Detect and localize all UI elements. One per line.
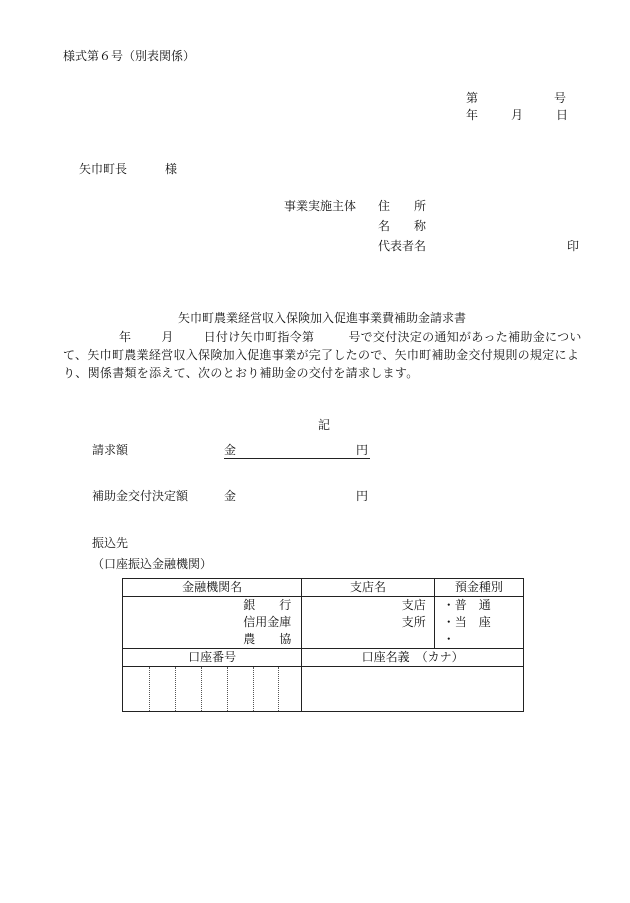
body-year: 年: [119, 330, 132, 344]
doc-number-dai: 第: [466, 91, 479, 105]
entity-label: 事業実施主体: [284, 199, 357, 213]
digit-divider: [227, 667, 228, 711]
ki-mark: 記: [318, 418, 331, 432]
claim-amount-line: [224, 443, 370, 459]
date-year: 年: [466, 108, 479, 122]
addressee-name: 矢巾町長: [79, 162, 128, 176]
deposit-futsu: ・普 通: [442, 598, 491, 612]
claim-kin: 金: [224, 443, 237, 457]
transfer-heading: 振込先: [92, 536, 129, 550]
digit-divider: [278, 667, 279, 711]
body-paragraph: [63, 328, 593, 382]
decision-kin: 金: [224, 489, 237, 503]
seal-mark: 印: [567, 239, 580, 253]
decision-en: 円: [356, 489, 369, 503]
transfer-subheading: （口座振込金融機関）: [92, 557, 213, 571]
deposit-touza: ・当 座: [442, 615, 491, 629]
digit-divider: [175, 667, 176, 711]
document-title: 矢巾町農業経営収入保険加入促進事業費補助金請求書: [178, 311, 467, 325]
body-date-suffix: 日付け矢巾町指令第: [203, 330, 315, 344]
branch-options: [302, 597, 435, 649]
digit-divider: [149, 667, 150, 711]
branch-shisho: 支所: [401, 615, 426, 629]
bank-account-table: [122, 578, 524, 712]
header-institution: 金融機関名: [123, 579, 302, 597]
date-day: 日: [556, 108, 569, 122]
form-label: 様式第６号（別表関係）: [63, 49, 196, 63]
institution-options: [123, 597, 302, 649]
institution-bank: 銀 行: [243, 598, 292, 612]
institution-shinkin: 信用金庫: [243, 615, 292, 629]
account-name-field[interactable]: [302, 667, 524, 712]
body-text: 号で交付決定の通知があった補助金について、矢巾町農業経営収入保険加入促進事業が完了したので、矢巾町補助金交付規則の規定により、関係書類を添えて、次のとおり補助金の交付を請求します。: [63, 330, 582, 380]
digit-divider: [253, 667, 254, 711]
claim-label: 請求額: [92, 443, 129, 457]
deposit-type-options: [434, 597, 523, 649]
account-number-field[interactable]: [123, 667, 302, 712]
representative-label: 代表者名: [378, 239, 427, 253]
decision-label: 補助金交付決定額: [92, 489, 189, 503]
claim-en: 円: [355, 443, 368, 457]
date-month: 月: [511, 108, 524, 122]
address-label: 住 所: [378, 199, 427, 213]
branch-shiten: 支店: [401, 598, 426, 612]
digit-divider: [201, 667, 202, 711]
body-month: 月: [161, 330, 174, 344]
account-number-label: 口座番号: [123, 649, 302, 667]
header-deposit-type: 預金種別: [434, 579, 523, 597]
account-name-label: 口座名義 （カナ）: [302, 649, 524, 667]
institution-noukyou: 農 協: [243, 632, 292, 646]
header-branch: 支店名: [302, 579, 435, 597]
addressee-honorific: 様: [165, 162, 178, 176]
doc-number-go: 号: [554, 91, 567, 105]
deposit-other: ・: [442, 632, 455, 646]
name-label: 名 称: [378, 219, 427, 233]
